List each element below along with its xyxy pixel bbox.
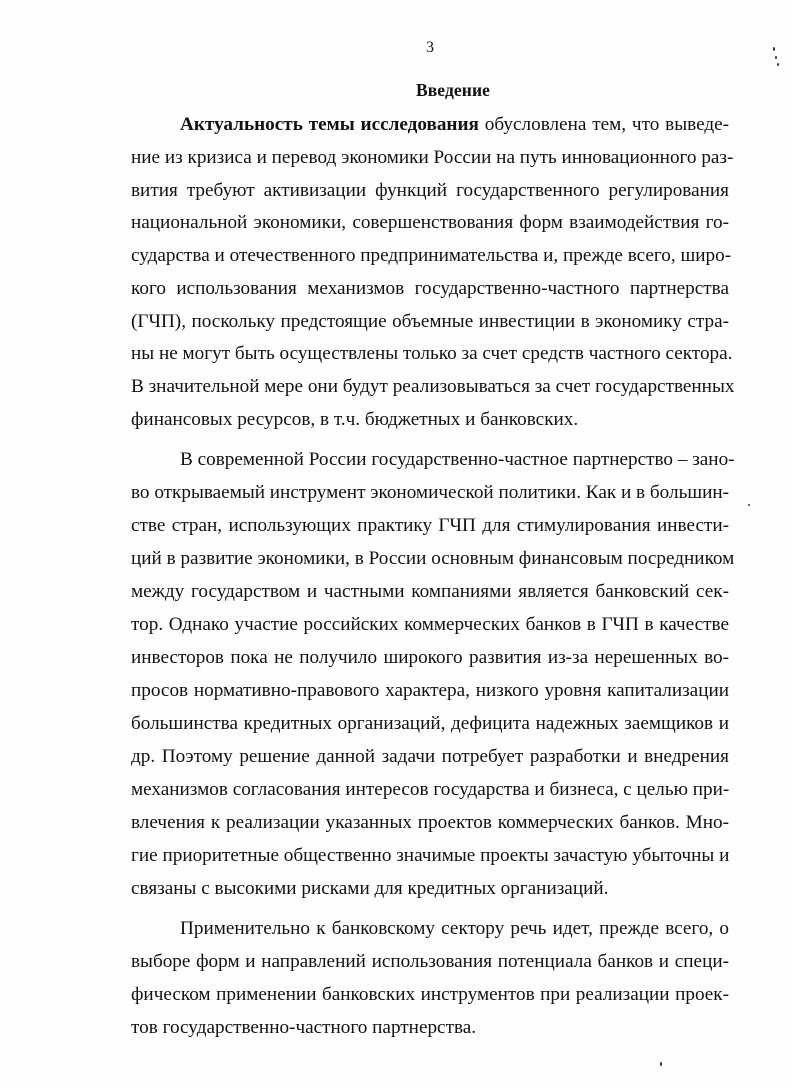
paragraph-line: просов нормативно-правового характера, низкого уровня капитализации xyxy=(131,680,729,701)
paragraph-line: стве стран, использующих практику ГЧП для стимулирования инвести- xyxy=(131,515,729,536)
paragraph-line: выборе форм и направлений использования потенциала банков и специ- xyxy=(131,951,729,972)
paragraph-line: во открываемый инструмент экономической политики. Как и в большин- xyxy=(131,482,730,503)
paragraph-line: кого использования механизмов государственно-частного партнерства xyxy=(131,278,729,299)
paragraph-line: фическом применении банковских инструментов при реализации проек- xyxy=(131,984,729,1005)
paragraph-line: механизмов согласования интересов государства и бизнеса, с целью при- xyxy=(131,779,730,800)
paragraph-line: влечения к реализации указанных проектов коммерческих банков. Мно- xyxy=(131,812,729,833)
paragraph-line: большинства кредитных организаций, дефицита надежных заемщиков и xyxy=(131,713,729,734)
paragraph-line: тов государственно-частного партнерства. xyxy=(131,1017,477,1038)
section-title: Введение xyxy=(415,80,490,100)
paragraph-line: гие приоритетные общественно значимые проекты зачастую убыточны и xyxy=(131,845,730,866)
paragraph-line: ций в развитие экономики, в России основным финансовым посредником xyxy=(131,548,735,569)
paragraph-line: ны не могут быть осуществлены только за счет средств частного сектора. xyxy=(131,343,733,364)
scan-speck xyxy=(777,63,779,66)
line-text: обусловлена тем, что выведе- xyxy=(478,114,729,135)
paragraph-line: тор. Однако участие российских коммерческих банков в ГЧП в качестве xyxy=(131,614,729,635)
paragraph-line: инвесторов пока не получило широкого развития из-за нерешенных во- xyxy=(131,647,729,668)
paragraph-line: др. Поэтому решение данной задачи потребует разработки и внедрения xyxy=(131,746,729,767)
scan-speck xyxy=(748,504,750,506)
scan-speck xyxy=(775,56,777,59)
paragraph-line: В значительной мере они будут реализовываться за счет государственных xyxy=(131,376,735,397)
paragraph-line: В современной России государственно-частное партнерство – зано- xyxy=(180,449,735,470)
page-number: 3 xyxy=(426,39,434,56)
scan-speck xyxy=(660,1062,662,1066)
paragraph-line: вития требуют активизации функций государственного регулирования xyxy=(131,180,729,201)
paragraph-line: связаны с высокими рисками для кредитных организаций. xyxy=(131,878,609,899)
scan-speck xyxy=(773,47,775,51)
paragraph-line: между государством и частными компаниями является банковский сек- xyxy=(131,581,729,602)
paragraph-line: Применительно к банковскому сектору речь идет, прежде всего, о xyxy=(180,918,729,939)
paragraph-line: (ГЧП), поскольку предстоящие объемные инвестиции в экономику стра- xyxy=(131,311,729,332)
paragraph-line: финансовых ресурсов, в т.ч. бюджетных и банковских. xyxy=(131,409,579,430)
paragraph-line: национальной экономики, совершенствования форм взаимодействия го- xyxy=(131,212,729,233)
paragraph-line xyxy=(180,112,729,138)
paragraph-line: сударства и отечественного предпринимательства и, прежде всего, широ- xyxy=(131,245,732,266)
bold-phrase: Актуальность темы исследования xyxy=(180,114,479,135)
paragraph-line: ние из кризиса и перевод экономики России на путь инновационного раз- xyxy=(131,147,734,168)
